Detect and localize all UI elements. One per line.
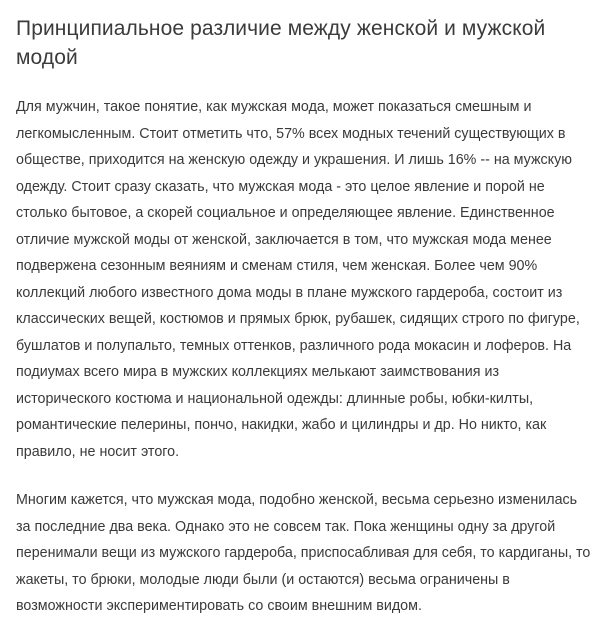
article-paragraph: Многим кажется, что мужская мода, подобно женской, весьма серьезно изменилась за последние два века. Однако это не совсем так. Пока женщины одну за другой перенимали вещи из мужского гардероба, приспосабливая для себя, то кардиганы, то жакеты, то брюки, молодые люди были (и остаются) весьма ограничены в возможности экспериментировать со своим внешним видом. <box>16 492 591 614</box>
article-body <box>16 94 595 620</box>
page-title: Принципиальное различие между женской и мужской модой <box>16 17 546 69</box>
article-paragraph: Для мужчин, такое понятие, как мужская мода, может показаться смешным и легкомысленным. Стоит отметить что, 57% всех модных течений существующих в обществе, приходится на женскую одежду и украшения. И лишь 16% -- на мужскую одежду. Стоит сразу сказать, что мужская мода - это целое явление и порой не столько бытовое, а скорей социальное и определяющее явление. Единственное отличие мужской моды от женской, заключается в том, что мужская мода менее подвержена сезонным веяниям и сменам стиля, чем женская. Более чем 90% коллекций любого известного дома моды в плане мужского гардероба, состоит из классических вещей, костюмов и прямых брюк, рубашек, сидящих строго по фигуре, бушлатов и полупальто, темных оттенков, различного рода мокасин и лоферов. На подиумах всего мира в мужских коллекциях мелькают заимствования из исторического костюма и национальной одежды: длинные робы, юбки-килты, романтические пелерины, пончо, накидки, жабо и цилиндры и др. Но никто, как правило, не носит этого. <box>16 99 580 460</box>
